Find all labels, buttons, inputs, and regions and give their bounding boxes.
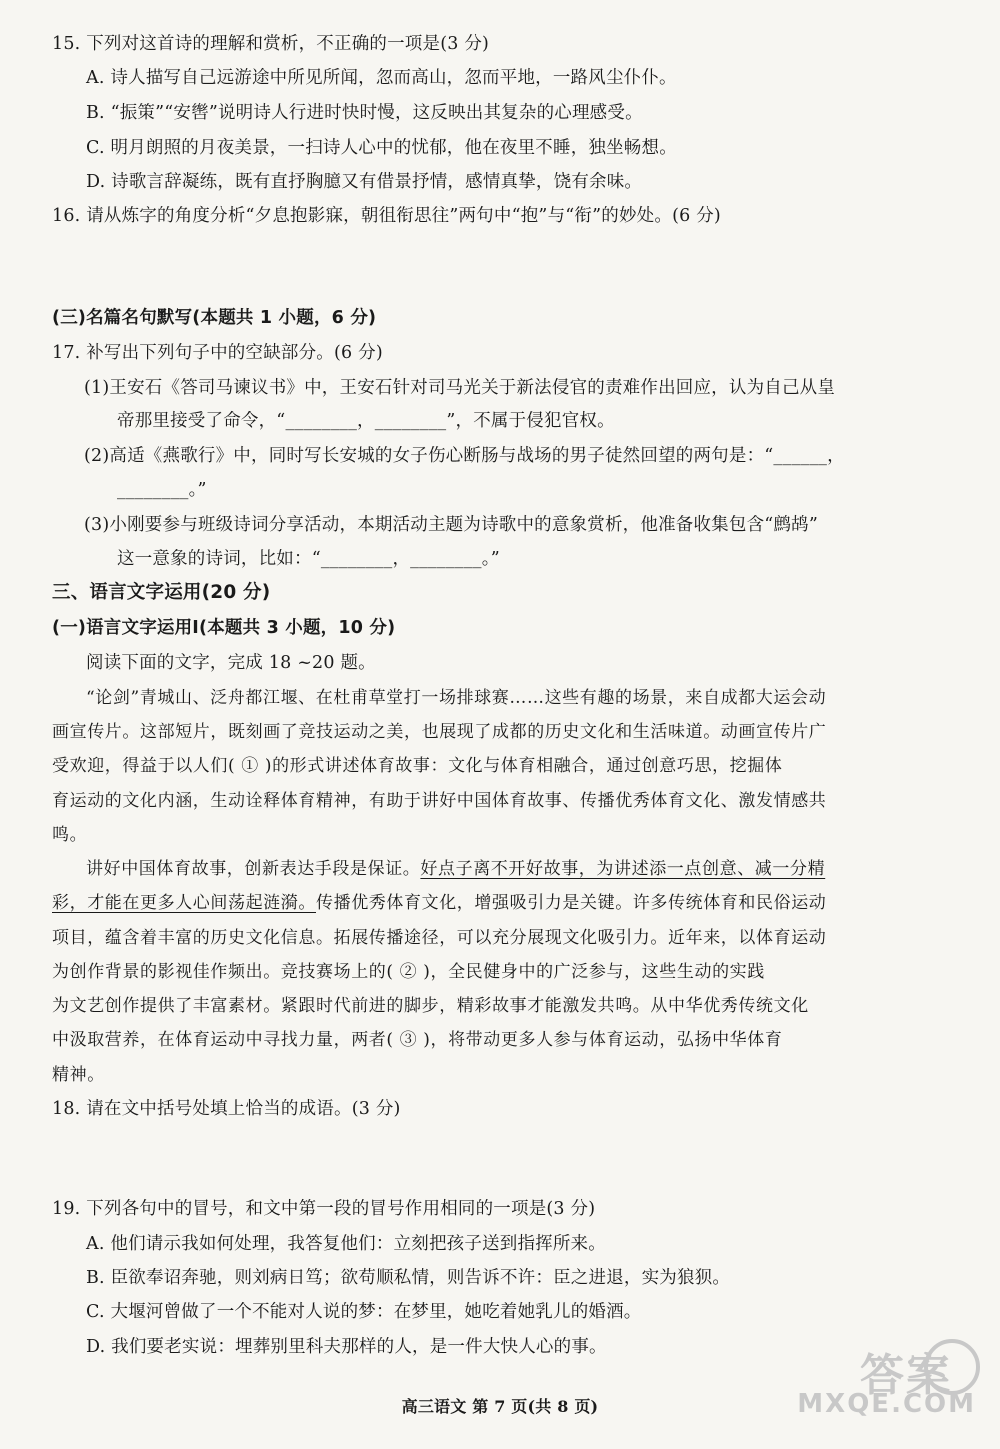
passage-line: 鸣。	[52, 825, 88, 845]
page-footer: 高三语文 第 7 页(共 8 页)	[401, 1397, 599, 1416]
q19-stem: 19. 下列各句中的冒号，和文中第一段的冒号作用相同的一项是(3 分)	[52, 1199, 596, 1219]
underlined-sentence: 彩，才能在更多人心间荡起涟漪。	[52, 893, 316, 913]
passage-line: 项目，蕴含着丰富的历史文化信息。拓展传播途径，可以充分展现文化吸引力。近年来，以体育运动	[52, 928, 827, 948]
q19-option-d: D. 我们要老实说：埋葬别里科夫那样的人，是一件大快人心的事。	[86, 1337, 607, 1357]
q16-stem: 16. 请从炼字的角度分析“夕息抱影寐，朝徂衔思往”两句中“抱”与“衔”的妙处。(6 分)	[52, 206, 721, 226]
q17-part3-cont: 这一意象的诗词，比如：“________，________。”	[117, 549, 500, 569]
q17-part3: (3)小刚要参与班级诗词分享活动，本期活动主题为诗歌中的意象赏析，他准备收集包含“鹧鸪”	[84, 515, 818, 535]
q15-stem: 15. 下列对这首诗的理解和赏析，不正确的一项是(3 分)	[52, 34, 490, 54]
passage-line: 为文艺创作提供了丰富素材。紧跟时代前进的脚步，精彩故事才能激发共鸣。从中华优秀传统文化	[52, 996, 809, 1016]
q15-option-a: A. 诗人描写自己远游途中所见所闻，忽而高山，忽而平地，一路风尘仆仆。	[86, 68, 677, 88]
passage-text: 传播优秀体育文化，增强吸引力是关键。许多传统体育和民俗运动	[316, 893, 827, 913]
underlined-sentence: 好点子离不开好故事，为讲述添一点创意、减一分精	[420, 859, 826, 879]
passage-line: “论剑”青城山、泛舟都江堰、在杜甫草堂打一场排球赛……这些有趣的场景，来自成都大运会动	[86, 688, 827, 708]
watermark-bottom-text: MXQE.COM	[797, 1389, 976, 1419]
q17-part2: (2)高适《燕歌行》中，同时写长安城的女子伤心断肠与战场的男子徒然回望的两句是：“______，	[84, 446, 845, 466]
watermark-logo	[797, 1339, 982, 1429]
q19-option-c: C. 大堰河曾做了一个不能对人说的梦：在梦里，她吃着她乳儿的婚酒。	[86, 1302, 642, 1322]
part-heading: 三、语言文字运用(20 分)	[52, 582, 271, 603]
q19-option-b: B. 臣欲奉诏奔驰，则刘病日笃；欲苟顺私情，则告诉不许：臣之进退，实为狼狈。	[86, 1268, 731, 1288]
q19-option-a: A. 他们请示我如何处理，我答复他们：立刻把孩子送到指挥所来。	[86, 1234, 606, 1254]
passage-line: 精神。	[52, 1065, 105, 1085]
passage-line: 中汲取营养，在体育运动中寻找力量，两者( ③ )，将带动更多人参与体育运动，弘扬中华体育	[52, 1030, 783, 1050]
q15-option-d: D. 诗歌言辞凝练，既有直抒胸臆又有借景抒情，感情真挚，饶有余味。	[86, 172, 643, 192]
q17-stem: 17. 补写出下列句子中的空缺部分。(6 分)	[52, 343, 383, 363]
passage-line	[86, 857, 825, 881]
reading-intro: 阅读下面的文字，完成 18 ~20 题。	[86, 653, 376, 673]
passage-line: 育运动的文化内涵，生动诠释体育精神，有助于讲好中国体育故事、传播优秀体育文化、激发情感共	[52, 791, 827, 811]
passage-text: 讲好中国体育故事，创新表达手段是保证。	[86, 859, 421, 879]
q15-option-b: B. “振策”“安辔”说明诗人行进时快时慢，这反映出其复杂的心理感受。	[86, 103, 643, 123]
passage-line: 为创作背景的影视佳作频出。竞技赛场上的( ② )，全民健身中的广泛参与，这些生动的实践	[52, 962, 765, 982]
q17-part1: (1)王安石《答司马谏议书》中，王安石针对司马光关于新法侵官的责难作出回应，认为自己从皇	[84, 378, 836, 398]
watermark-top-text: 答案	[860, 1350, 952, 1401]
passage-line: 受欢迎，得益于以人们( ① )的形式讲述体育故事：文化与体育相融合，通过创意巧思，挖掘体	[52, 756, 783, 776]
subsection-heading: (一)语言文字运用Ⅰ(本题共 3 小题，10 分)	[52, 618, 396, 638]
passage-line: 画宣传片。这部短片，既刻画了竞技运动之美，也展现了成都的历史文化和生活味道。动画宣传片广	[52, 722, 827, 742]
section-heading: (三)名篇名句默写(本题共 1 小题，6 分)	[52, 308, 377, 328]
q17-part1-cont: 帝那里接受了命令，“________，________”，不属于侵犯官权。	[117, 411, 615, 431]
q17-part2-cont: ________。”	[117, 480, 207, 500]
passage-line	[52, 891, 826, 915]
q15-option-c: C. 明月朗照的月夜美景，一扫诗人心中的忧郁，他在夜里不睡，独坐畅想。	[86, 138, 677, 158]
q18-stem: 18. 请在文中括号处填上恰当的成语。(3 分)	[52, 1099, 401, 1119]
